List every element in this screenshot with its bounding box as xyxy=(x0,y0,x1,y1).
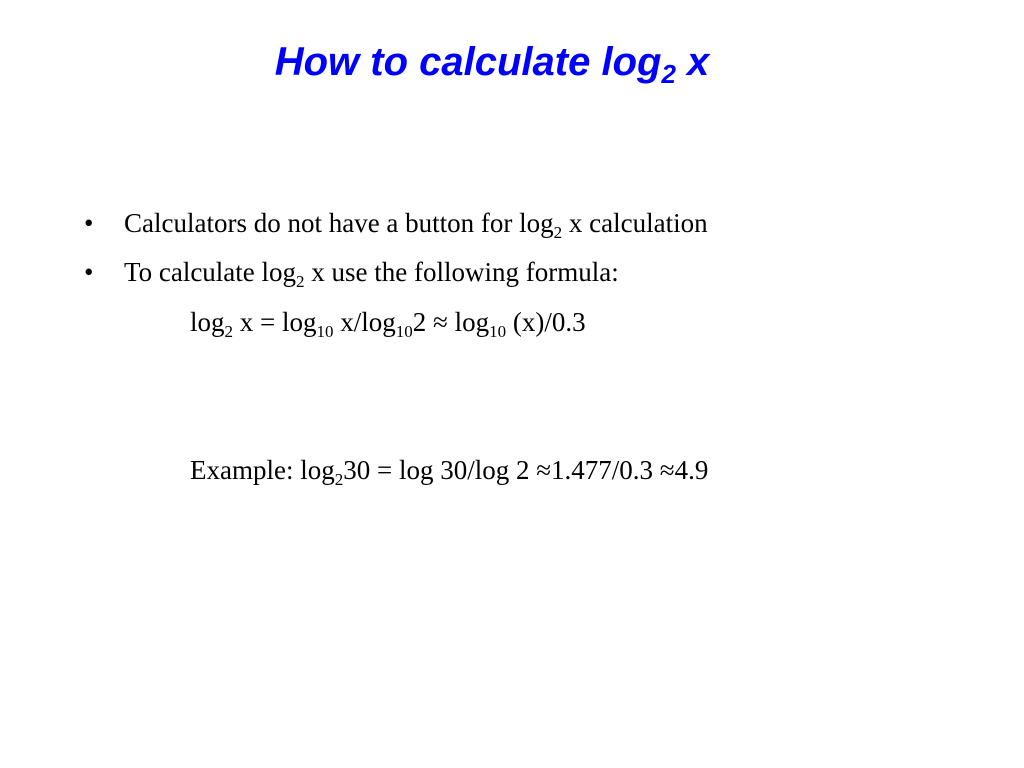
example-part-1: Example: log xyxy=(190,455,335,485)
formula-sub-3: 10 xyxy=(395,322,413,341)
bullet-2-text-post: x use the following formula: xyxy=(304,257,619,287)
bullet-1-text-post: x calculation xyxy=(562,208,708,238)
bullet-1-subscript: 2 xyxy=(553,223,563,242)
formula-part-5: (x)/0.3 xyxy=(506,307,586,337)
formula-sub-4: 10 xyxy=(489,322,507,341)
title-subscript: 2 xyxy=(661,59,676,89)
bullet-icon: • xyxy=(84,208,94,238)
bullet-item-2 xyxy=(84,257,619,291)
slide-title xyxy=(0,40,984,89)
formula-part-3: x/log xyxy=(333,307,396,337)
formula-line xyxy=(190,307,586,341)
example-part-2: 30 = log 30/log 2 ≈1.477/0.3 ≈4.9 xyxy=(343,455,709,485)
bullet-icon: • xyxy=(84,257,94,287)
title-tail: x xyxy=(675,40,710,84)
formula-sub-1: 2 xyxy=(224,322,234,341)
formula-sub-2: 10 xyxy=(316,322,334,341)
formula-part-2: x = log xyxy=(233,307,317,337)
title-text: How to calculate log xyxy=(274,40,662,84)
formula-part-1: log xyxy=(190,307,225,337)
bullet-1-text-pre: Calculators do not have a button for log xyxy=(124,208,554,238)
bullet-2-subscript: 2 xyxy=(296,272,305,291)
bullet-2-text-pre: To calculate log xyxy=(124,257,297,287)
example-line xyxy=(190,455,709,489)
bullet-item-1 xyxy=(84,208,708,242)
example-sub-1: 2 xyxy=(334,470,344,489)
formula-part-4: 2 ≈ log xyxy=(412,307,490,337)
